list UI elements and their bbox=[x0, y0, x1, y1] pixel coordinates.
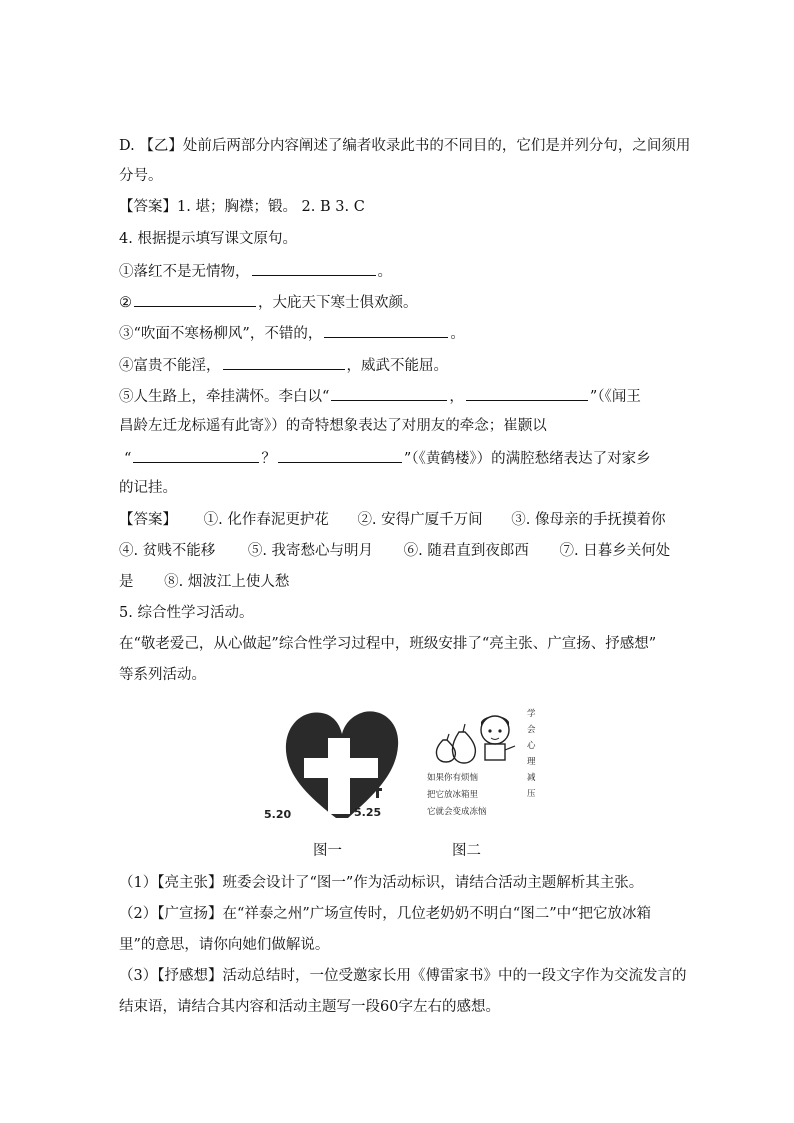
svg-text:理: 理 bbox=[527, 757, 536, 767]
fill-blank[interactable] bbox=[252, 260, 376, 276]
svg-text:压: 压 bbox=[527, 789, 536, 799]
sub-question-2-line-1: （2）【广宣扬】在“祥泰之州”广场宣传时，几位老奶奶不明白“图二”中“把它放冰箱 bbox=[119, 906, 652, 922]
question-4-item-2: ② ，大庇天下寒士俱欢颜。 bbox=[119, 291, 679, 313]
fill-blank[interactable] bbox=[324, 322, 448, 338]
question-5-title: 5. 综合性学习活动。 bbox=[119, 605, 254, 621]
sub-question-1: （1）【亮主张】班委会设计了“图一”作为活动标识，请结合活动主题解析其主张。 bbox=[119, 875, 644, 891]
question-4-title: 4. 根据提示填写课文原句。 bbox=[119, 231, 297, 247]
figure-2-text-line-1: 如果你有烦恼 bbox=[427, 773, 479, 783]
figure-2-vertical-text bbox=[527, 708, 536, 799]
figure-1-date-left: 5.20 bbox=[264, 808, 292, 821]
fill-blank[interactable] bbox=[133, 447, 259, 463]
sub-question-2-line-2: 里”的意思，请你向她们做解说。 bbox=[119, 937, 330, 953]
fill-blank[interactable] bbox=[223, 354, 345, 370]
question-4-item-5-line-3: “ ？ ”（《黄鹤楼》）的满腔愁绪表达了对家乡 bbox=[124, 447, 684, 469]
question-4-item-3: ③“吹面不寒杨柳风”，不错的， 。 bbox=[119, 322, 679, 344]
sub-question-3-line-1: （3）【抒感想】活动总结时，一位受邀家长用《傅雷家书》中的一段文字作为交流发言的 bbox=[119, 968, 687, 984]
question-5-intro-2: 等系列活动。 bbox=[119, 667, 206, 683]
figure-1-heart-cross-image bbox=[264, 700, 408, 825]
figure-1-date-right: 5.25 bbox=[354, 806, 382, 819]
svg-text:学: 学 bbox=[527, 709, 536, 719]
fill-blank[interactable] bbox=[466, 385, 588, 401]
answer-4-line-3: 是 ⑧. 烟波江上使人愁 bbox=[119, 574, 290, 590]
sub-question-3-line-2: 结束语，请结合其内容和活动主题写一段60字左右的感想。 bbox=[119, 999, 500, 1015]
svg-text:心: 心 bbox=[527, 741, 536, 751]
figure-1-caption: 图一 bbox=[313, 843, 342, 859]
svg-text:减: 减 bbox=[527, 773, 536, 783]
question-4-item-5-line-1: ⑤人生路上，牵挂满怀。李白以“ ， ”（《闻王 bbox=[119, 385, 679, 407]
answer-1-3: 【答案】1. 堪；胸襟；锻。 2. B 3. C bbox=[119, 199, 365, 215]
answer-4-line-1: 【答案】 ①. 化作春泥更护花 ②. 安得广厦千万间 ③. 像母亲的手抚摸着你 bbox=[119, 512, 666, 528]
question-4-item-4: ④富贵不能淫， ，威武不能屈。 bbox=[119, 354, 679, 376]
cross-horizontal bbox=[304, 758, 378, 778]
question-4-item-5-line-4: 的记挂。 bbox=[119, 480, 177, 496]
figure-2-caption: 图二 bbox=[452, 843, 481, 859]
figure-2-cartoon-image bbox=[413, 700, 543, 825]
fill-blank[interactable] bbox=[134, 291, 256, 307]
question-5-intro-1: 在“敬老爱己，从心做起”综合性学习过程中，班级安排了“亮主张、广宣扬、抒感想” bbox=[119, 636, 657, 652]
fill-blank[interactable] bbox=[331, 385, 447, 401]
answer-4-line-2: ④. 贫贱不能移 ⑤. 我寄愁心与明月 ⑥. 随君直到夜郎西 ⑦. 日暮乡关何处 bbox=[119, 543, 671, 559]
option-d-line-1: D. 【乙】处前后两部分内容阐述了编者收录此书的不同目的，它们是并列分句，之间须用 bbox=[119, 138, 691, 154]
option-d-line-2: 分号。 bbox=[119, 168, 163, 184]
figure-area bbox=[264, 700, 548, 860]
figure-2-text-line-2: 把它放冰箱里 bbox=[427, 790, 479, 800]
question-4-item-1: ①落红不是无情物， 。 bbox=[119, 260, 679, 282]
figure-2-text-line-3: 它就会变成冻恼 bbox=[427, 807, 487, 817]
svg-text:会: 会 bbox=[527, 725, 536, 735]
question-4-item-5-line-2: 昌龄左迁龙标遥有此寄》）的奇特想象表达了对朋友的牵念；崔颢以 bbox=[119, 418, 547, 434]
fill-blank[interactable] bbox=[278, 447, 402, 463]
